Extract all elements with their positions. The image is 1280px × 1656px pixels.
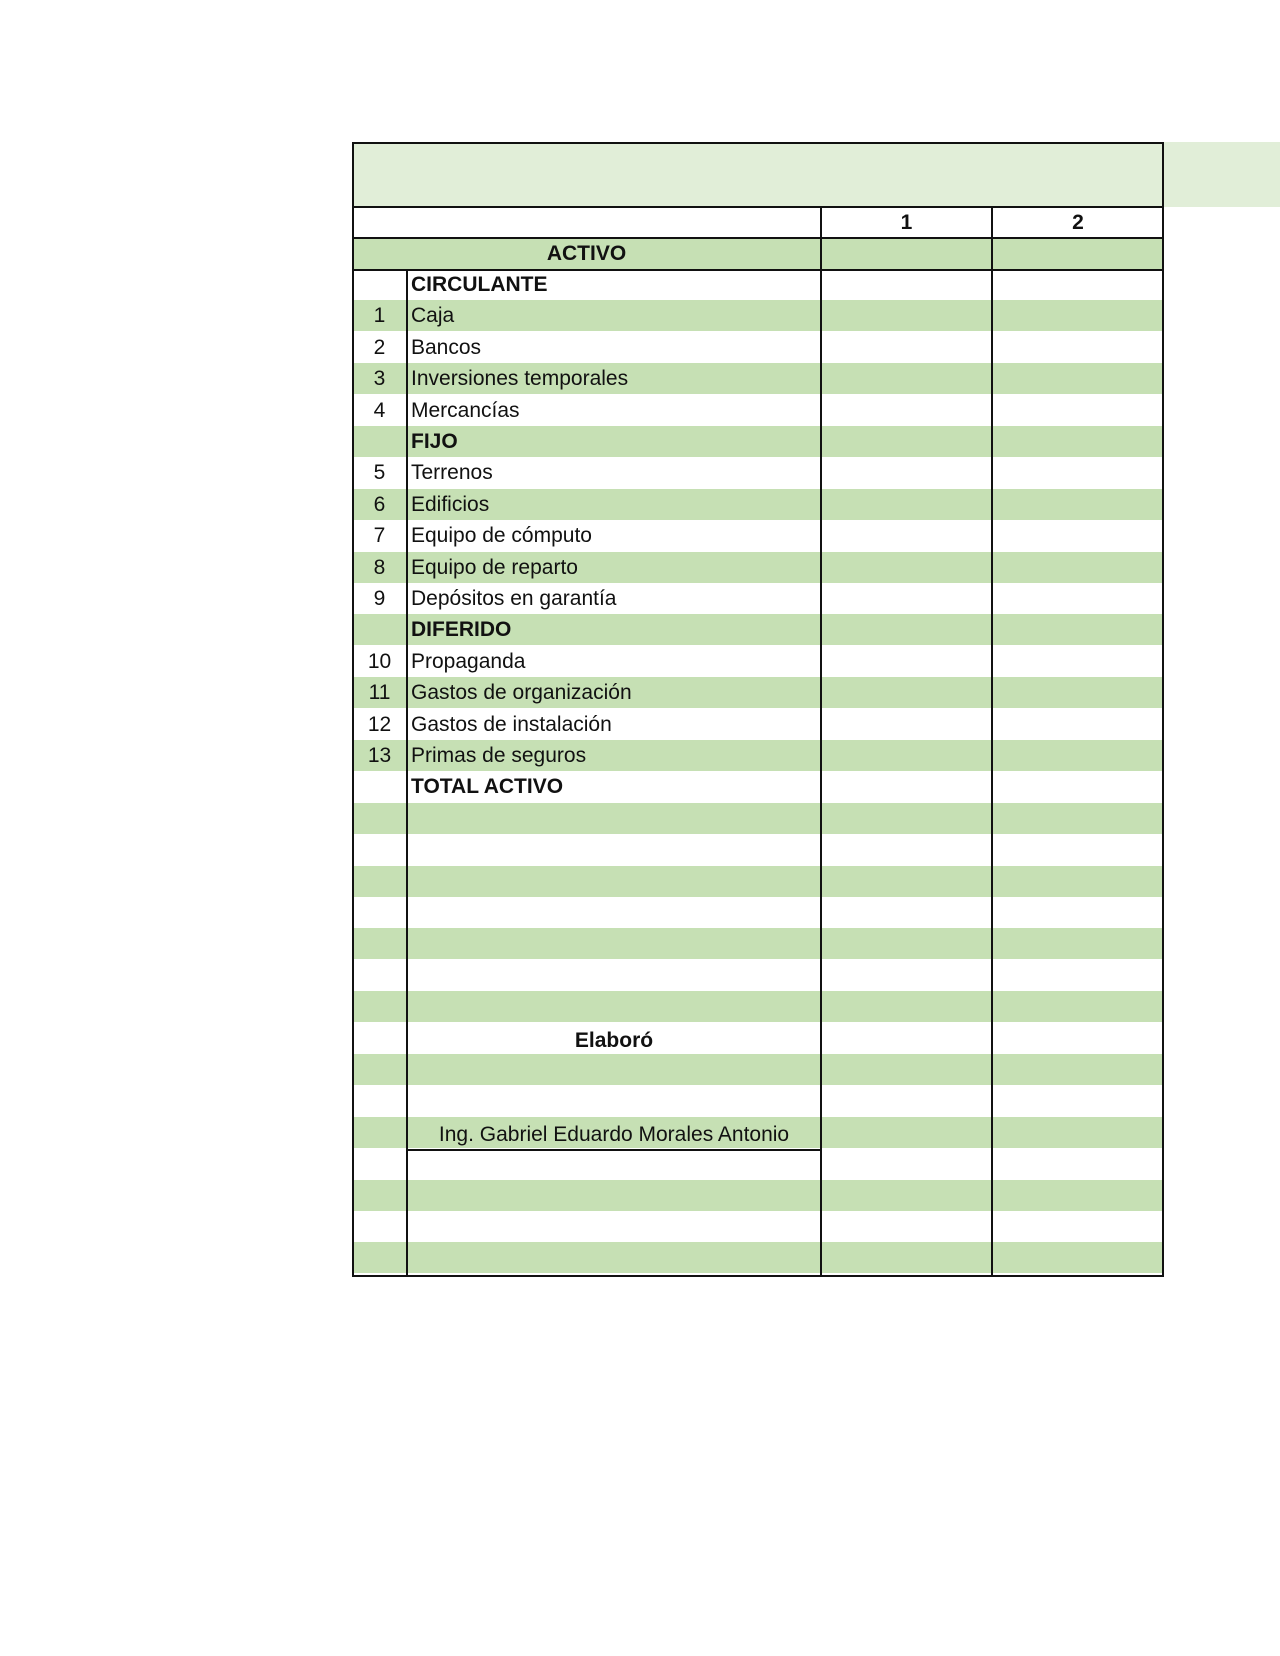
blank-row <box>352 1054 1164 1085</box>
value-cell-2[interactable] <box>992 552 1164 583</box>
value-cell-2[interactable] <box>992 646 1164 677</box>
value-cell-1[interactable] <box>821 771 992 802</box>
prepared-by-label: Elaboró <box>574 1029 654 1052</box>
table-row <box>352 489 1164 520</box>
row-number: 6 <box>373 492 386 516</box>
col1-divider <box>820 207 822 1277</box>
table-row <box>352 269 1164 300</box>
col2-divider <box>991 207 993 1277</box>
table-row <box>352 646 1164 677</box>
blank-row <box>352 1180 1164 1211</box>
blank-row <box>352 834 1164 865</box>
value-cell-1[interactable] <box>821 300 992 331</box>
row-label: Primas de seguros <box>411 744 587 767</box>
value-cell-1[interactable] <box>821 614 992 645</box>
blank-row <box>352 897 1164 928</box>
row-number: 9 <box>373 587 386 610</box>
row-label: Equipo de reparto <box>411 555 578 579</box>
value-cell-2[interactable] <box>992 426 1164 457</box>
row-label: Gastos de instalación <box>411 712 612 736</box>
row-number: 7 <box>373 524 386 548</box>
table-row <box>352 426 1164 457</box>
blank-row <box>352 866 1164 897</box>
column-header-1: 1 <box>900 211 913 234</box>
value-cell-2[interactable] <box>992 457 1164 488</box>
value-cell-1[interactable] <box>821 395 992 426</box>
row-label: FIJO <box>411 430 458 453</box>
section-header-row <box>352 238 1164 269</box>
column-header-2: 2 <box>1072 211 1084 234</box>
row-label: CIRCULANTE <box>411 273 548 296</box>
value-cell-2[interactable] <box>992 269 1164 300</box>
value-cell-2[interactable] <box>992 740 1164 771</box>
activo-bottom-line <box>352 269 1164 271</box>
value-cell-2[interactable] <box>992 332 1164 363</box>
row-number: 4 <box>373 398 386 422</box>
row-label: Mercancías <box>411 398 520 422</box>
signature-line <box>406 1149 822 1151</box>
row-number: 12 <box>367 712 392 736</box>
row-label: Gastos de organización <box>411 681 632 705</box>
table-row <box>352 457 1164 488</box>
table-row <box>352 300 1164 331</box>
value-cell-1[interactable] <box>821 740 992 771</box>
row-number: 2 <box>373 335 386 359</box>
row-number <box>352 269 407 300</box>
value-cell-1[interactable] <box>821 457 992 488</box>
value-cell-2[interactable] <box>992 583 1164 614</box>
row-number: 11 <box>368 681 391 705</box>
section-title: ACTIVO <box>546 242 627 265</box>
table-row <box>352 614 1164 645</box>
blank-row <box>352 991 1164 1022</box>
value-cell-1[interactable] <box>821 709 992 740</box>
blank-row <box>352 928 1164 959</box>
table-row <box>352 677 1164 708</box>
value-cell-1[interactable] <box>821 363 992 394</box>
row-label: TOTAL ACTIVO <box>411 775 564 799</box>
row-number <box>352 426 407 457</box>
row-number: 3 <box>373 367 386 391</box>
table-row <box>352 395 1164 426</box>
blank-row <box>352 960 1164 991</box>
value-cell-2[interactable] <box>992 363 1164 394</box>
value-cell-1[interactable] <box>821 677 992 708</box>
row-number: 10 <box>367 649 392 673</box>
row-number <box>352 614 407 645</box>
row-label: Edificios <box>411 492 490 516</box>
row-number: 5 <box>373 461 386 485</box>
row-label: Inversiones temporales <box>411 367 629 391</box>
header-top-line <box>352 206 1164 208</box>
table-row <box>352 363 1164 394</box>
row-label: Terrenos <box>411 461 493 485</box>
blank-row <box>352 1148 1164 1179</box>
title-band <box>352 142 1280 207</box>
value-cell-1[interactable] <box>821 426 992 457</box>
value-cell-1[interactable] <box>821 646 992 677</box>
row-number: 1 <box>373 304 386 328</box>
header-bottom-line <box>352 237 1164 239</box>
blank-row <box>352 1211 1164 1242</box>
value-cell-1[interactable] <box>821 520 992 551</box>
table-row <box>352 552 1164 583</box>
column-header-row <box>352 207 1164 238</box>
value-cell-1[interactable] <box>821 332 992 363</box>
row-label: DIFERIDO <box>411 618 512 642</box>
value-cell-2[interactable] <box>992 614 1164 645</box>
blank-row <box>352 1085 1164 1116</box>
value-cell-1[interactable] <box>821 552 992 583</box>
value-cell-2[interactable] <box>992 520 1164 551</box>
table-row <box>352 771 1164 802</box>
value-cell-1[interactable] <box>821 489 992 520</box>
row-label: Bancos <box>411 335 482 359</box>
preparer-name: Ing. Gabriel Eduardo Morales Antonio <box>438 1123 790 1146</box>
row-number: 8 <box>373 555 386 579</box>
value-cell-1[interactable] <box>821 583 992 614</box>
num-divider <box>406 269 408 1277</box>
row-number: 13 <box>367 744 392 767</box>
table-row <box>352 583 1164 614</box>
table-row <box>352 740 1164 771</box>
row-label: Propaganda <box>411 649 526 673</box>
table-row <box>352 332 1164 363</box>
value-cell-2[interactable] <box>992 395 1164 426</box>
row-label: Equipo de cómputo <box>411 524 592 548</box>
value-cell-1[interactable] <box>821 269 992 300</box>
value-cell-2[interactable] <box>992 300 1164 331</box>
blank-row <box>352 1242 1164 1273</box>
blank-row <box>352 803 1164 834</box>
value-cell-2[interactable] <box>992 709 1164 740</box>
value-cell-2[interactable] <box>992 489 1164 520</box>
row-label: Caja <box>411 304 455 328</box>
row-number <box>352 771 407 802</box>
value-cell-2[interactable] <box>992 771 1164 802</box>
row-label: Depósitos en garantía <box>411 587 617 610</box>
table-row <box>352 709 1164 740</box>
value-cell-2[interactable] <box>992 677 1164 708</box>
table-row <box>352 520 1164 551</box>
